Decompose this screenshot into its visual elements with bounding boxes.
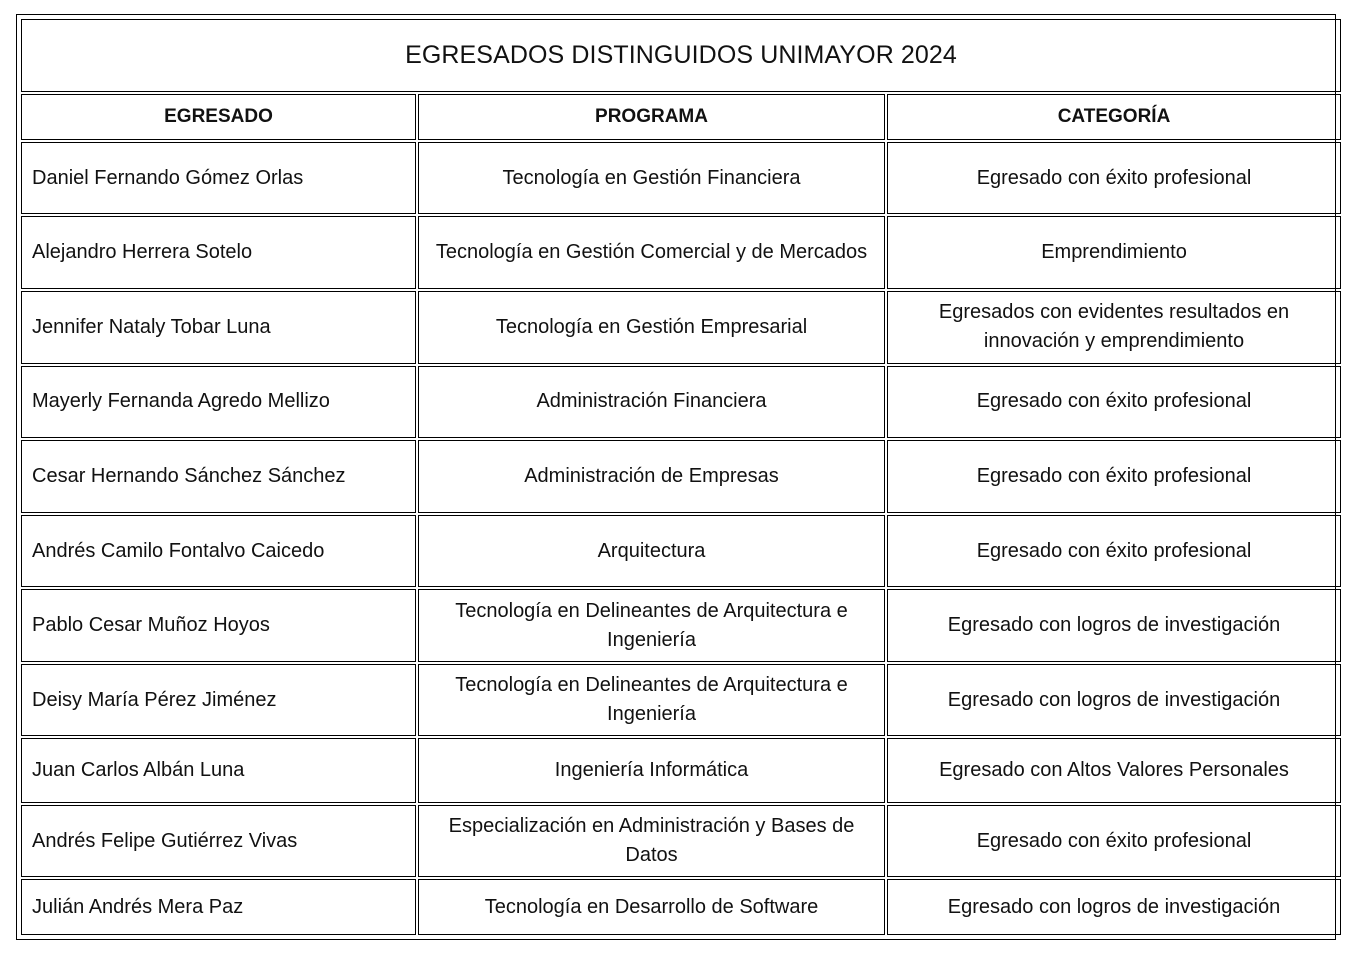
table-row [21,664,1341,737]
graduate-cell: Daniel Fernando Gómez Orlas [21,142,416,215]
graduates-table [19,17,1343,937]
program-cell: Tecnología en Gestión Financiera [418,142,885,215]
table-row [21,589,1341,662]
graduates-table-frame [16,14,1336,940]
category-cell: Egresado con Altos Valores Personales [887,738,1341,803]
table-row [21,366,1341,439]
table-row [21,738,1341,803]
graduate-cell: Juan Carlos Albán Luna [21,738,416,803]
table-row [21,291,1341,364]
header-program: PROGRAMA [418,94,885,140]
header-row [21,94,1341,140]
graduate-cell: Julián Andrés Mera Paz [21,879,416,935]
graduate-cell: Cesar Hernando Sánchez Sánchez [21,440,416,513]
table-row [21,805,1341,878]
graduate-cell: Alejandro Herrera Sotelo [21,216,416,289]
table-row [21,879,1341,935]
program-cell: Arquitectura [418,515,885,588]
program-cell: Administración Financiera [418,366,885,439]
header-graduate: EGRESADO [21,94,416,140]
program-cell: Especialización en Administración y Bases de Datos [418,805,885,878]
category-cell: Egresado con logros de investigación [887,879,1341,935]
category-cell: Egresado con éxito profesional [887,440,1341,513]
program-cell: Tecnología en Delineantes de Arquitectura e Ingeniería [418,589,885,662]
program-cell: Administración de Empresas [418,440,885,513]
category-cell: Egresado con éxito profesional [887,805,1341,878]
title-row [21,19,1341,92]
table-row [21,142,1341,215]
graduate-cell: Andrés Camilo Fontalvo Caicedo [21,515,416,588]
graduate-cell: Pablo Cesar Muñoz Hoyos [21,589,416,662]
graduate-cell: Mayerly Fernanda Agredo Mellizo [21,366,416,439]
graduate-cell: Andrés Felipe Gutiérrez Vivas [21,805,416,878]
category-cell: Egresado con éxito profesional [887,142,1341,215]
category-cell: Egresado con éxito profesional [887,366,1341,439]
graduate-cell: Jennifer Nataly Tobar Luna [21,291,416,364]
program-cell: Tecnología en Gestión Empresarial [418,291,885,364]
table-row [21,216,1341,289]
category-cell: Egresado con logros de investigación [887,589,1341,662]
table-row [21,440,1341,513]
program-cell: Ingeniería Informática [418,738,885,803]
program-cell: Tecnología en Gestión Comercial y de Mercados [418,216,885,289]
category-cell: Egresados con evidentes resultados en innovación y emprendimiento [887,291,1341,364]
table-row [21,515,1341,588]
program-cell: Tecnología en Desarrollo de Software [418,879,885,935]
category-cell: Egresado con éxito profesional [887,515,1341,588]
category-cell: Emprendimiento [887,216,1341,289]
category-cell: Egresado con logros de investigación [887,664,1341,737]
header-category: CATEGORÍA [887,94,1341,140]
program-cell: Tecnología en Delineantes de Arquitectura e Ingeniería [418,664,885,737]
table-title: EGRESADOS DISTINGUIDOS UNIMAYOR 2024 [21,19,1341,92]
graduate-cell: Deisy María Pérez Jiménez [21,664,416,737]
